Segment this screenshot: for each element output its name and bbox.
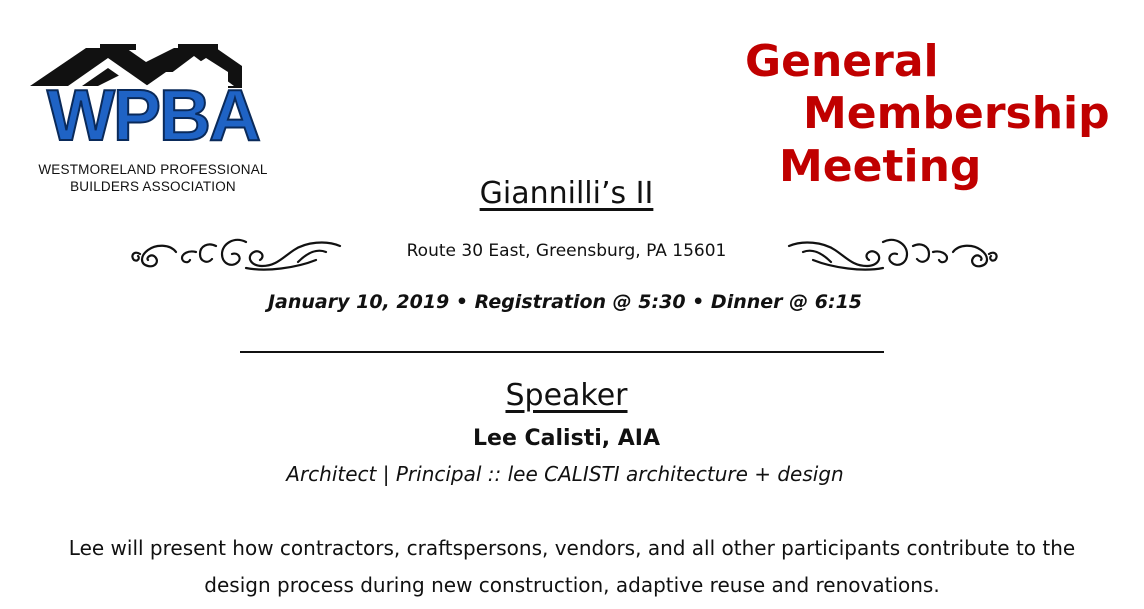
logo-wordmark: WPBA <box>47 76 259 156</box>
event-description: Lee will present how contractors, craftspersons, vendors, and all other participants contribute to the design process during new construction, adaptive reuse and renovations. <box>68 536 1076 597</box>
scroll-ornament-left-icon <box>126 232 344 274</box>
speaker-title: Architect | Principal :: lee CALISTI architecture + design <box>286 462 844 486</box>
heading-membership: Membership <box>803 88 1110 139</box>
venue-name: Giannilli’s II <box>479 176 654 211</box>
section-divider <box>240 351 884 353</box>
heading-meeting: Meeting <box>779 141 982 192</box>
speaker-heading: Speaker <box>505 378 628 413</box>
wpba-logo <box>28 42 278 198</box>
logo-subtitle-line2: BUILDERS ASSOCIATION <box>70 179 236 194</box>
venue-address: Route 30 East, Greensburg, PA 15601 <box>406 241 727 261</box>
scroll-ornament-right-icon <box>785 232 1003 274</box>
speaker-name: Lee Calisti, AIA <box>473 426 660 451</box>
logo-subtitle-line1: WESTMORELAND PROFESSIONAL <box>38 162 268 177</box>
event-schedule: January 10, 2019 • Registration @ 5:30 • Dinner @ 6:15 <box>267 291 863 313</box>
heading-general: General <box>745 36 939 87</box>
